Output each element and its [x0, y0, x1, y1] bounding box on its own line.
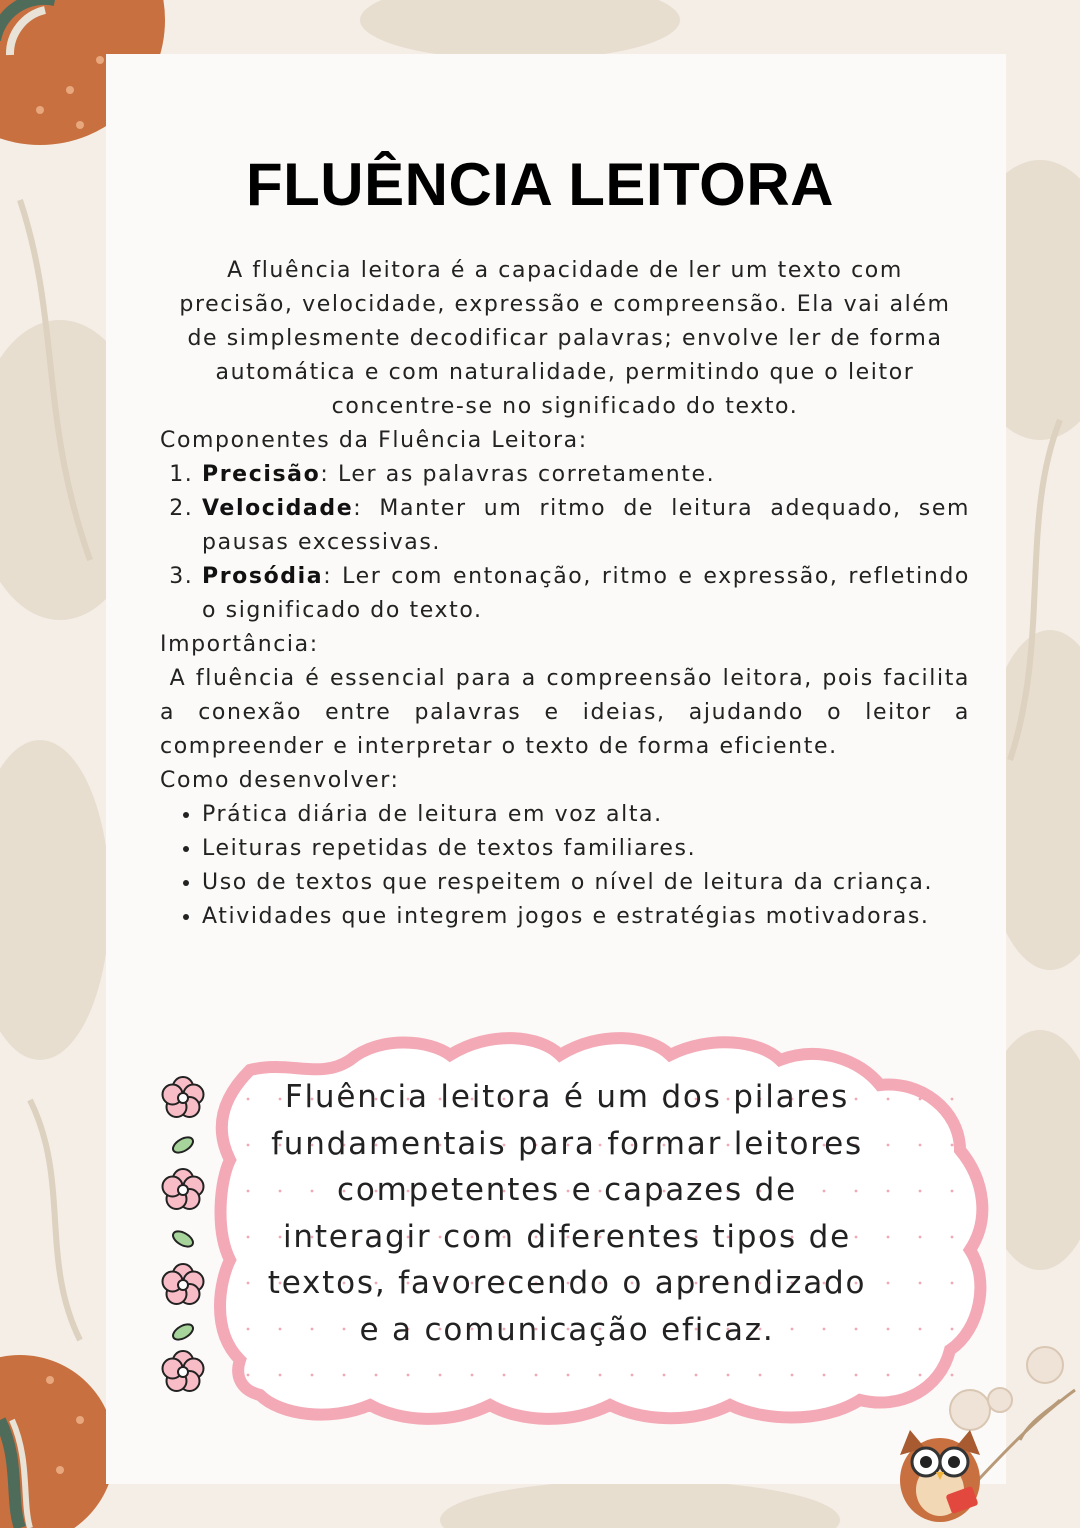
flower-icon [163, 1077, 204, 1117]
intro-paragraph: A fluência leitora é a capacidade de ler um texto com precisão, velocidade, expressão e compreensão. Ela vai além de simplesmente decodificar palavras; envolve ler de forma automática e com naturalidade, permitindo que o leitor concentre-se no significado do texto. [179, 258, 951, 419]
list-item: 3. Prosódia: Ler com entonação, ritmo e expressão, refletindo o significado do texto. [202, 560, 970, 628]
main-content [160, 254, 970, 934]
leaf-icon [170, 1321, 195, 1342]
list-item: • Prática diária de leitura em voz alta. [202, 798, 970, 832]
list-item: • Atividades que integrem jogos e estratégias motivadoras. [202, 900, 970, 934]
list-item: 2. Velocidade: Manter um ritmo de leitura adequado, sem pausas excessivas. [202, 492, 970, 560]
flower-icon [163, 1351, 204, 1391]
quote-side-decorations [156, 1074, 210, 1394]
develop-heading: Como desenvolver: [160, 768, 400, 793]
develop-list [160, 798, 970, 934]
quote-text: Fluência leitora é um dos pilares fundamentais para formar leitores competentes e capazes de interagir com diferentes tipos de textos, favorecendo o aprendizado e a comunicação eficaz. [267, 1079, 867, 1348]
list-item: • Uso de textos que respeitem o nível de leitura da criança. [202, 866, 970, 900]
flower-icon [163, 1169, 204, 1209]
owl-icon [880, 1330, 1080, 1528]
list-item: 1. Precisão: Ler as palavras corretamente. [202, 458, 970, 492]
leaf-icon [170, 1134, 195, 1155]
flower-icon [163, 1264, 204, 1304]
importance-paragraph: A fluência é essencial para a compreensão leitora, pois facilita a conexão entre palavras e ideias, ajudando o leitor a compreender e interpretar o texto de forma eficiente. [160, 666, 970, 759]
components-list [160, 458, 970, 628]
components-heading: Componentes da Fluência Leitora: [160, 428, 588, 453]
importance-heading: Importância: [160, 632, 319, 657]
list-item: • Leituras repetidas de textos familiares. [202, 832, 970, 866]
page-title: FLUÊNCIA LEITORA [246, 151, 834, 218]
leaf-icon [170, 1228, 195, 1249]
